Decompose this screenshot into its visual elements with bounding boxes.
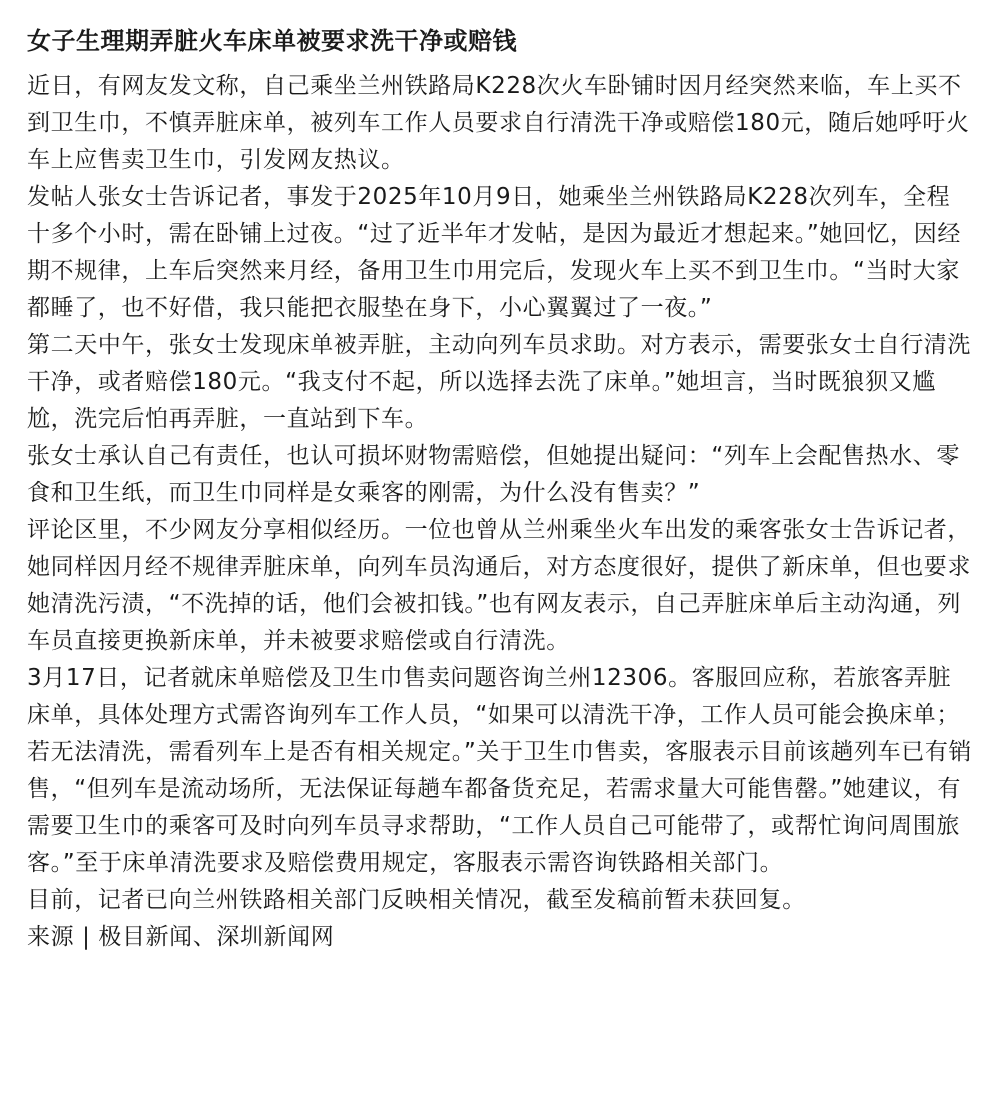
article-paragraph: 目前，记者已向兰州铁路相关部门反映相关情况，截至发稿前暂未获回复。 (27, 887, 806, 913)
article-paragraph: 3月17日，记者就床单赔偿及卫生巾售卖问题咨询兰州12306。客服回应称，若旅客弄脏床单，具体处理方式需咨询列车工作人员，“如果可以清洗干净，工作人员可能会换床单；若无法清洗，需看列车上是否有相关规定。”关于卫生巾售卖，客服表示目前该趟列车已有销售，“但列车是流动场所，无法保证每趟车都备货充足，若需求量大可能售罄。”她建议，有需要卫生巾的乘客可及时向列车员寻求帮助，“工作人员自己可能带了，或帮忙询问周围旅客。”至于床单清洗要求及赔偿费用规定，客服表示需咨询铁路相关部门。 (27, 665, 973, 876)
article-paragraph: 第二天中午，张女士发现床单被弄脏，主动向列车员求助。对方表示，需要张女士自行清洗干净，或者赔偿180元。“我支付不起，所以选择去洗了床单。”她坦言，当时既狼狈又尴尬，洗完后怕再弄脏，一直站到下车。 (27, 332, 971, 432)
article-paragraph: 张女士承认自己有责任，也认可损坏财物需赔偿，但她提出疑问：“列车上会配售热水、零食和卫生纸，而卫生巾同样是女乘客的刚需，为什么没有售卖？” (27, 443, 960, 506)
article-paragraph: 评论区里，不少网友分享相似经历。一位也曾从兰州乘坐火车出发的乘客张女士告诉记者，她同样因月经不规律弄脏床单，向列车员沟通后，对方态度很好，提供了新床单，但也要求她清洗污渍，“不洗掉的话，他们会被扣钱。”也有网友表示，自己弄脏床单后主动沟通，列车员直接更换新床单，并未被要求赔偿或自行清洗。 (27, 517, 971, 654)
article-source: 来源 | 极目新闻、深圳新闻网 (27, 924, 335, 950)
article-paragraph: 发帖人张女士告诉记者，事发于2025年10月9日，她乘坐兰州铁路局K228次列车，全程十多个小时，需在卧铺上过夜。“过了近半年才发帖，是因为最近才想起来。”她回忆，因经期不规律，上车后突然来月经，备用卫生巾用完后，发现火车上买不到卫生巾。“当时大家都睡了，也不好借，我只能把衣服垫在身下，小心翼翼过了一夜。” (27, 184, 961, 321)
article-paragraph: 近日，有网友发文称，自己乘坐兰州铁路局K228次火车卧铺时因月经突然来临，车上买不到卫生巾，不慎弄脏床单，被列车工作人员要求自行清洗干净或赔偿180元，随后她呼吁火车上应售卖卫生巾，引发网友热议。 (27, 73, 970, 173)
article-title: 女子生理期弄脏火车床单被要求洗干净或赔钱 (27, 27, 517, 55)
